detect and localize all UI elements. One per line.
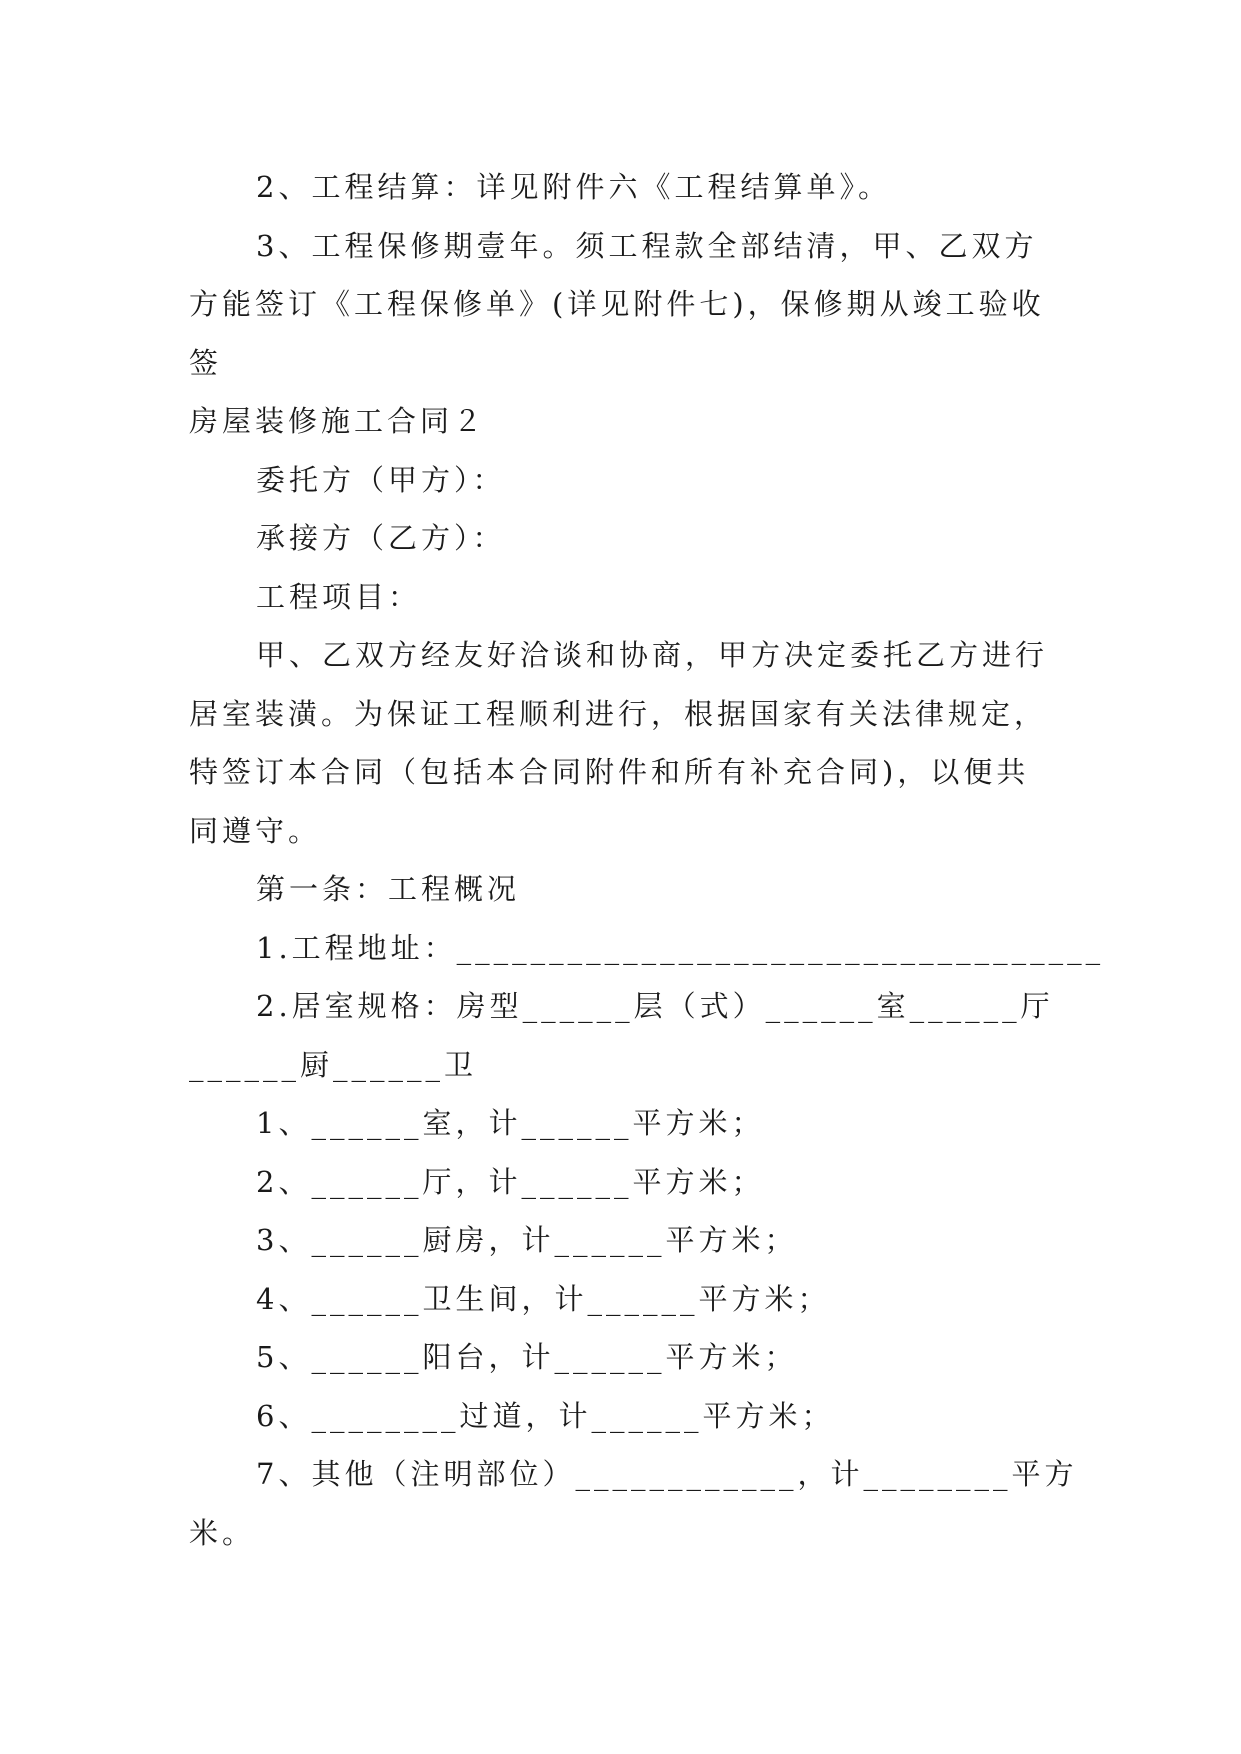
text-line: 米。	[189, 1515, 256, 1550]
text-line: 签	[189, 345, 223, 380]
text-line: 1、______室，计______平方米；	[256, 1106, 765, 1140]
text-line: 同遵守。	[189, 813, 322, 848]
text-line: 承接方（乙方）：	[256, 521, 506, 555]
text-line: 工程项目：	[256, 579, 422, 614]
text-line: 3、工程保修期壹年。须工程款全部结清，甲、乙双方	[256, 228, 1038, 263]
text-line: 6、________过道，计______平方米；	[256, 1398, 835, 1433]
text-line: 5、______阳台，计______平方米；	[256, 1340, 798, 1374]
document-body	[189, 158, 1105, 1562]
text-line: 委托方（甲方）：	[256, 462, 506, 497]
text-line: 甲、乙双方经友好洽谈和协商，甲方决定委托乙方进行	[256, 638, 1049, 672]
text-line: 2、工程结算：详见附件六《工程结算单》。	[256, 170, 891, 204]
text-line: 1.工程地址：___________________________________	[256, 930, 1105, 965]
text-line: 7、其他（注明部位）____________，计________平方	[256, 1457, 1078, 1491]
text-line: 特签订本合同（包括本合同附件和所有补充合同)，以便共	[189, 755, 1030, 789]
text-line: 2.居室规格：房型______层（式）______室______厅	[256, 989, 1054, 1023]
text-line: 2、______厅，计______平方米；	[256, 1164, 765, 1199]
text-line: 居室装潢。为保证工程顺利进行，根据国家有关法律规定，	[189, 696, 1048, 731]
text-line: 方能签订《工程保修单》(详见附件七)，保修期从竣工验收	[189, 287, 1045, 321]
text-line: 第一条：工程概况	[256, 872, 521, 906]
section-title: 房屋装修施工合同２	[189, 404, 487, 438]
text-line: 4、______卫生间，计______平方米；	[256, 1281, 831, 1316]
text-line: 3、______厨房，计______平方米；	[256, 1223, 798, 1257]
text-line: ______厨______卫	[189, 1047, 478, 1082]
